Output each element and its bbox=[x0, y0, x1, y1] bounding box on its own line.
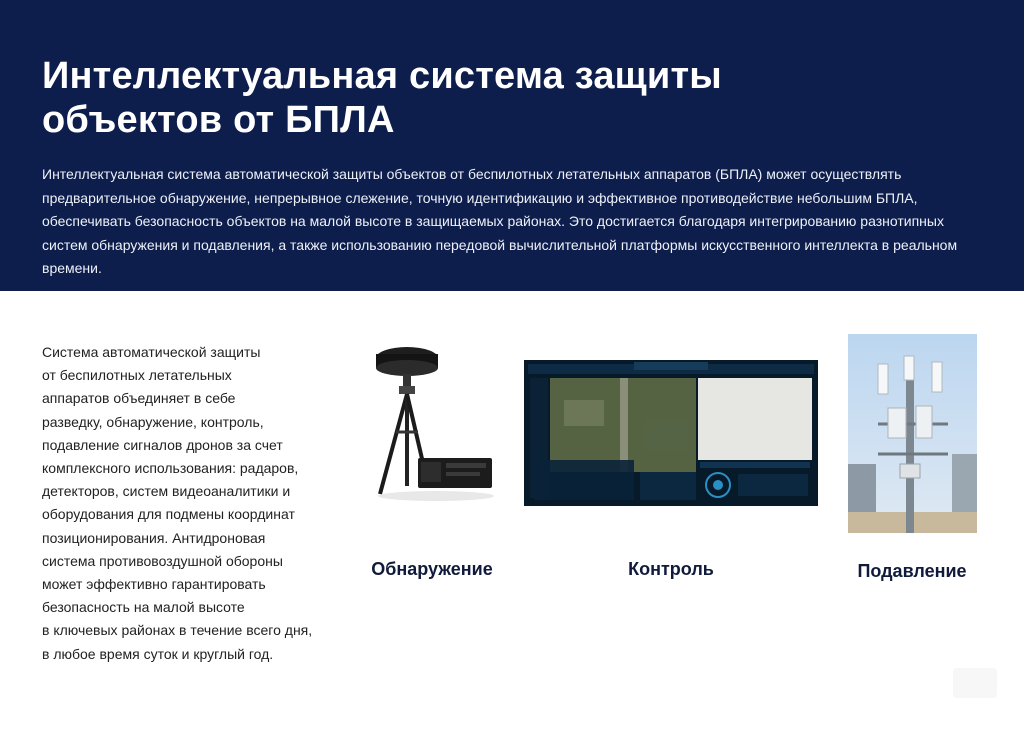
feature-label-detection: Обнаружение bbox=[371, 559, 493, 579]
hero-description: Интеллектуальная система автоматической защиты объектов от беспилотных летательных аппаратов (БПЛА) может осуществлять предварительное обнаружение, непрерывное слежение, точную идентификацию и эффективное противодействие небольшим БПЛА, обеспечивать безопасность объектов на малой высоте в защищаемых районах. Это достигается благодаря интегрированию разнотипных систем обнаружения и подавления, а также использованию передовой вычислительной платформы искусственного интеллекта в реальном времени. bbox=[42, 166, 958, 276]
antenna-tower-image bbox=[848, 334, 977, 533]
feature-label-control: Контроль bbox=[628, 559, 714, 579]
hero-banner bbox=[0, 0, 1024, 291]
page-title: Интеллектуальная система защиты объектов от БПЛА bbox=[42, 55, 722, 141]
intro-text: Система автоматической защиты от беспилотных летательных аппаратов объединяет в себе разведку, обнаружение, контроль, подавление сигналов дронов за счет комплексного использования: радаров, детекторов, систем видеоаналитики и оборудования для подмены координат позиционирования. Антидроновая система противовоздушной обороны может эффективно гарантировать безопасность на малой высоте в ключевых районах в течение всего дня, в любое время суток и круглый год. bbox=[42, 344, 313, 662]
suppression-image bbox=[848, 334, 977, 533]
feature-label-suppression: Подавление bbox=[857, 561, 967, 581]
floating-widget[interactable] bbox=[953, 668, 997, 698]
detection-image bbox=[366, 336, 496, 506]
control-software-screen-image bbox=[524, 360, 818, 506]
radar-tripod-image bbox=[366, 336, 496, 506]
control-image bbox=[524, 360, 818, 506]
